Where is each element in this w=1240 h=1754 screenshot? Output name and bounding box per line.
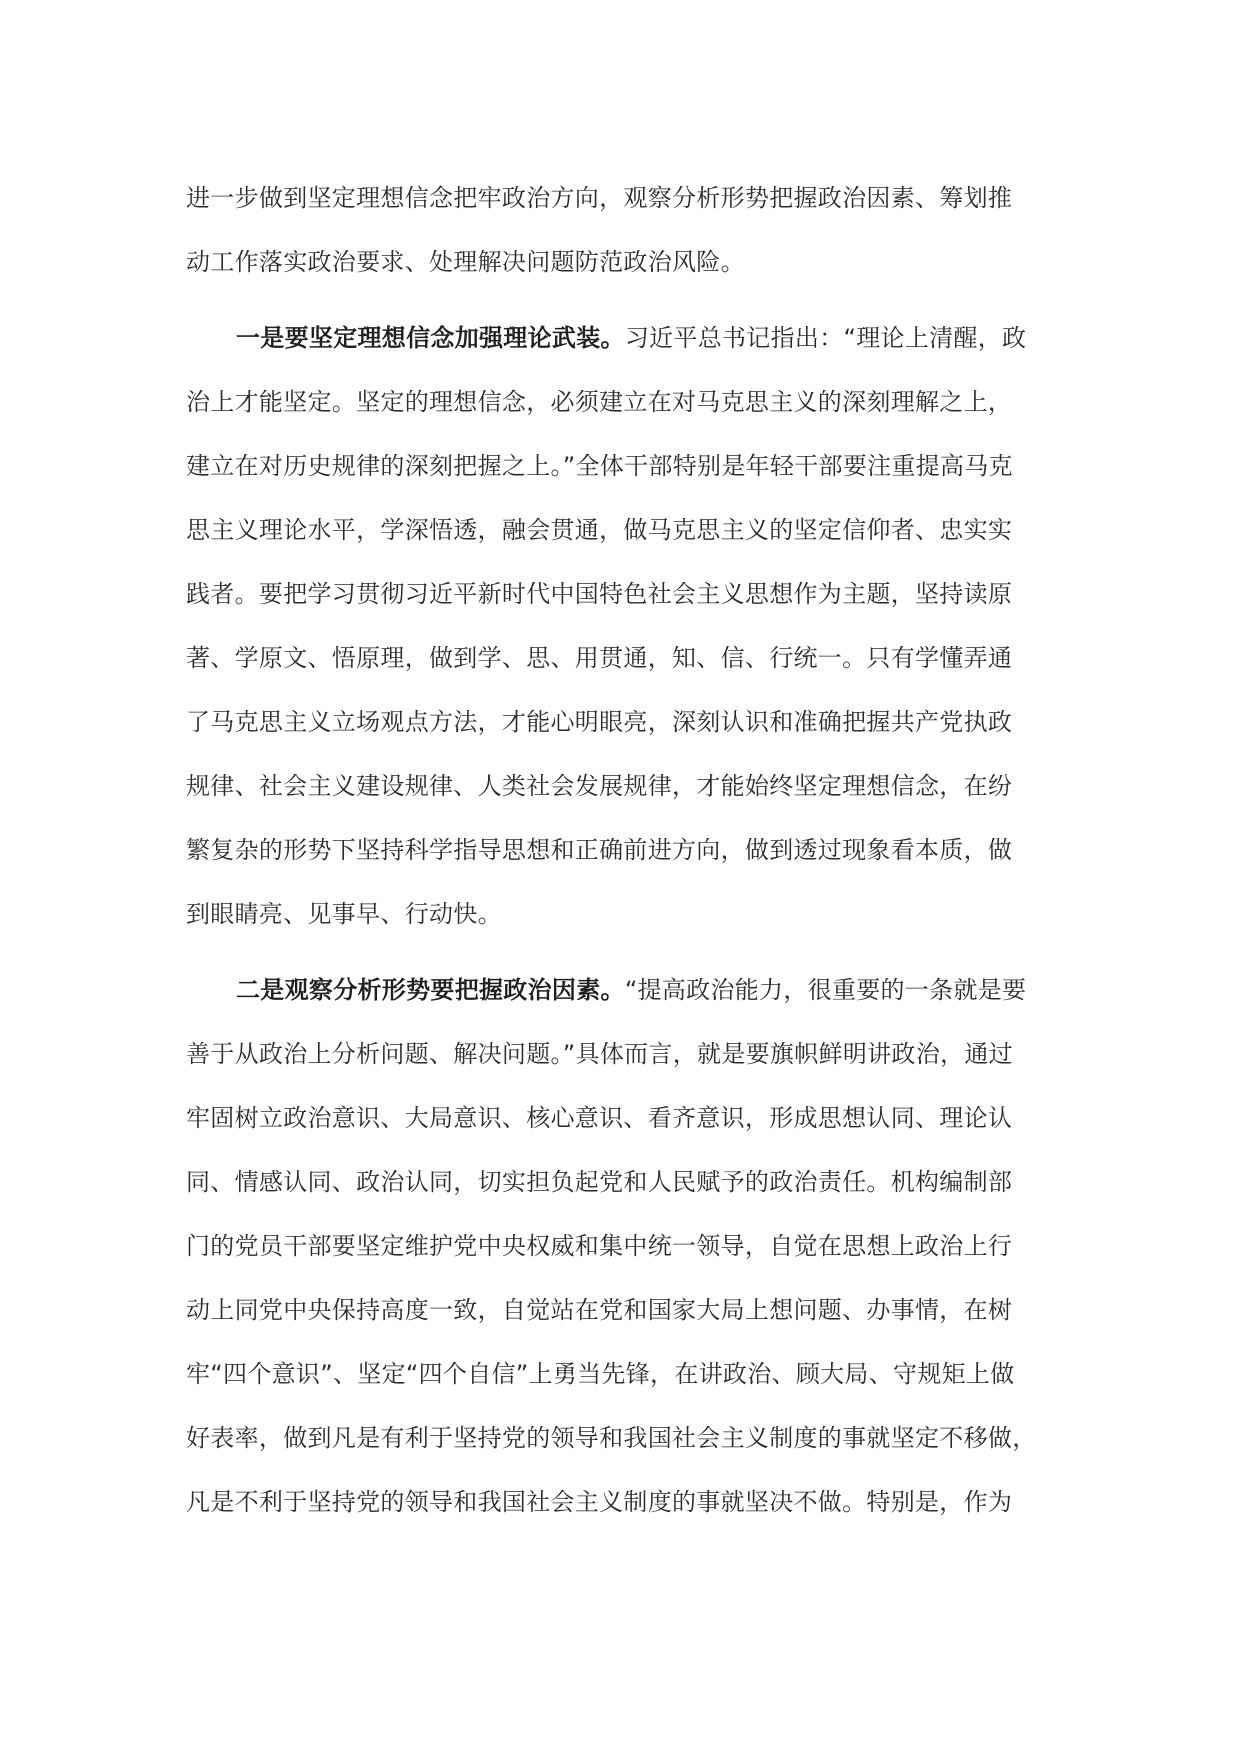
- text-line: 到眼睛亮、见事早、行动快。: [186, 900, 502, 928]
- text-line: 善于从政治上分析问题、解决问题。”具体而言，就是要旗帜鲜明讲政治，通过: [186, 1040, 1013, 1068]
- text-line: 建立在对历史规律的深刻把握之上。”全体干部特别是年轻干部要注重提高马克: [186, 452, 1013, 480]
- text-line: 践者。要把学习贯彻习近平新时代中国特色社会主义思想作为主题，坚持读原: [186, 580, 1013, 608]
- text-line: 繁复杂的形势下坚持科学指导思想和正确前进方向，做到透过现象看本质，做: [186, 836, 1013, 864]
- text-line: 同、情感认同、政治认同，切实担负起党和人民赋予的政治责任。机构编制部: [186, 1168, 1013, 1196]
- section-1-first-line-text: 习近平总书记指出：“理论上清醒，政: [624, 324, 1027, 352]
- section-2-first-line-text: “提高政治能力，很重要的一条就是要: [624, 976, 1027, 1004]
- section-2-paragraph: [186, 962, 1058, 1538]
- paragraph-gap: [186, 950, 1058, 962]
- text-line: 了马克思主义立场观点方法，才能心明眼亮，深刻认识和准确把握共产党执政: [186, 708, 1013, 736]
- text-line: 著、学原文、悟原理，做到学、思、用贯通，知、信、行统一。只有学懂弄通: [186, 644, 1013, 672]
- text-line: 治上才能坚定。坚定的理想信念，必须建立在对马克思主义的深刻理解之上，: [186, 388, 1013, 416]
- intro-paragraph: [186, 170, 1058, 298]
- text-line: [186, 962, 1058, 1026]
- text-line: 门的党员干部要坚定维护党中央权威和集中统一领导，自觉在思想上政治上行: [186, 1232, 1013, 1260]
- text-line: 规律、社会主义建设规律、人类社会发展规律，才能始终坚定理想信念，在纷: [186, 772, 1013, 800]
- paragraph-gap: [186, 298, 1058, 310]
- text-line: 思主义理论水平，学深悟透，融会贯通，做马克思主义的坚定信仰者、忠实实: [186, 516, 1013, 544]
- section-1-heading: 一是要坚定理想信念加强理论武装。: [236, 324, 625, 352]
- text-line: 动上同党中央保持高度一致，自觉站在党和国家大局上想问题、办事情，在树: [186, 1296, 1013, 1324]
- text-line: 牢固树立政治意识、大局意识、核心意识、看齐意识，形成思想认同、理论认: [186, 1104, 1013, 1132]
- text-line: 动工作落实政治要求、处理解决问题防范政治风险。: [186, 248, 745, 276]
- text-line: 进一步做到坚定理想信念把牢政治方向，观察分析形势把握政治因素、筹划推: [186, 184, 1013, 212]
- text-line: 牢“四个意识”、坚定“四个自信”上勇当先锋，在讲政治、顾大局、守规矩上做: [186, 1360, 1015, 1388]
- text-line: 好表率，做到凡是有利于坚持党的领导和我国社会主义制度的事就坚定不移做，: [186, 1424, 1037, 1452]
- text-line: 凡是不利于坚持党的领导和我国社会主义制度的事就坚决不做。特别是，作为: [186, 1488, 1013, 1516]
- section-2-heading: 二是观察分析形势要把握政治因素。: [236, 976, 625, 1004]
- section-1-paragraph: [186, 310, 1058, 950]
- text-line: [186, 310, 1058, 374]
- document-body: [186, 170, 1058, 1538]
